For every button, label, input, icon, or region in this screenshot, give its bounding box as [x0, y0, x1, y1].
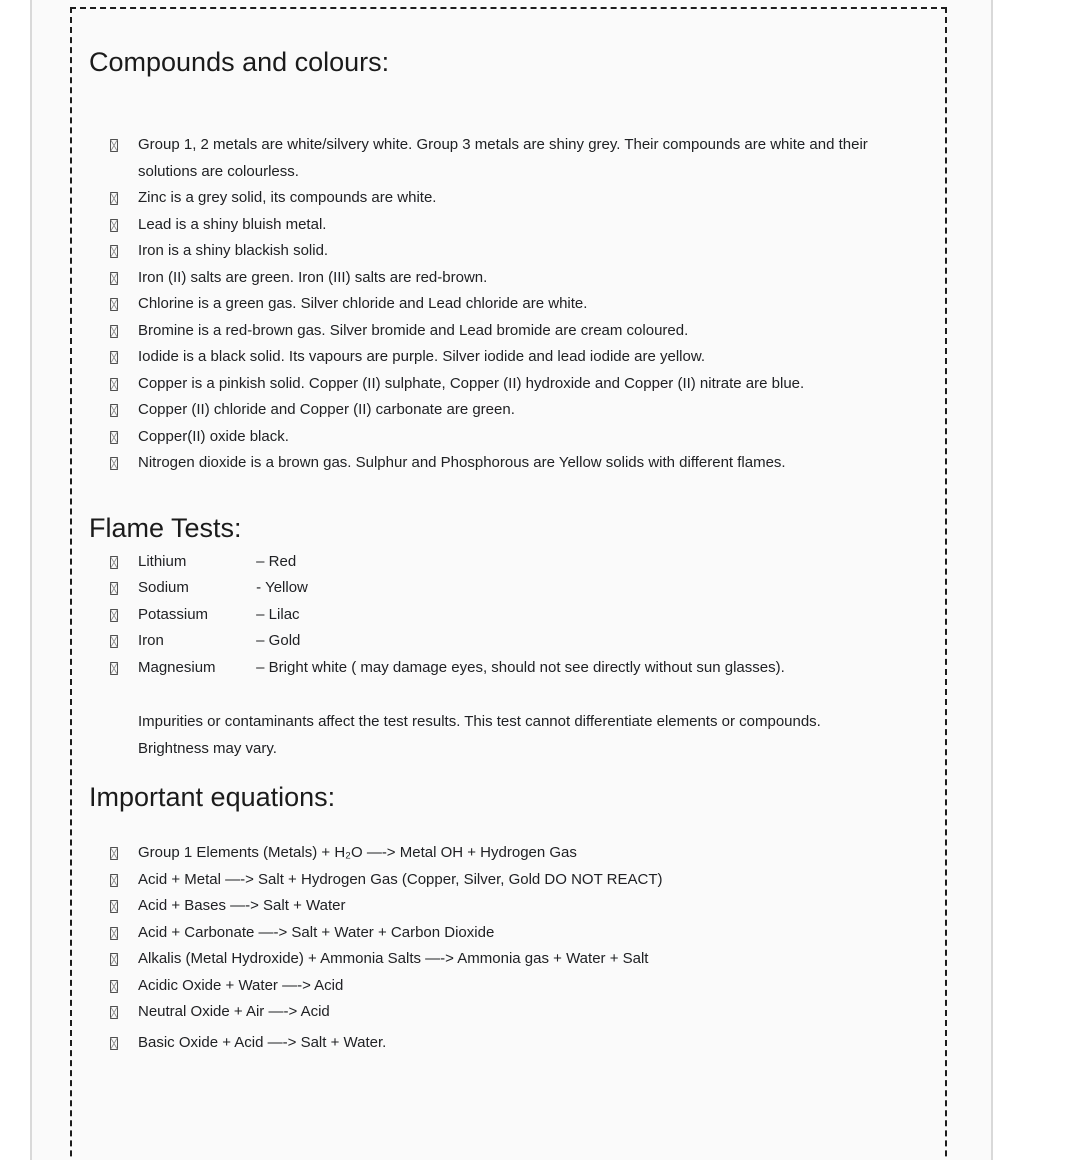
list-item	[89, 397, 909, 424]
list-item	[89, 265, 909, 292]
flame-colour-result: - Yellow	[256, 579, 308, 596]
bullet-text: Lead is a shiny bluish metal.	[138, 215, 327, 233]
document-page[interactable]	[30, 0, 993, 1160]
equation-text: Group 1 Elements (Metals) + H₂O —-> Metal OH + Hydrogen Gas	[138, 844, 577, 861]
missing-glyph-bullet-icon	[110, 662, 118, 675]
bullet-text: Zinc is a grey solid, its compounds are white.	[138, 189, 437, 206]
bullet-text: Iron (II) salts are green. Iron (III) salts are red-brown.	[138, 268, 488, 286]
equations-bullet-list	[89, 840, 909, 1056]
missing-glyph-bullet-icon	[110, 192, 118, 205]
flame-test-row	[89, 549, 909, 576]
missing-glyph-bullet-icon	[110, 378, 118, 391]
flame-test-list	[89, 549, 909, 682]
missing-glyph-bullet-icon	[110, 582, 118, 595]
missing-glyph-bullet-icon	[110, 609, 118, 622]
flame-element-name: Sodium	[138, 579, 189, 596]
flame-tests-heading: Flame Tests:	[89, 512, 242, 543]
bullet-text: Chlorine is a green gas. Silver chloride and Lead chloride are white.	[138, 295, 588, 312]
missing-glyph-bullet-icon	[110, 556, 118, 569]
equation-text: Acid + Carbonate —-> Salt + Water + Carbon Dioxide	[138, 923, 495, 941]
flame-element-name: Lithium	[138, 552, 187, 570]
equation-text: Acid + Bases —-> Salt + Water	[138, 897, 346, 914]
bullet-text: Copper(II) oxide black.	[138, 427, 289, 445]
missing-glyph-bullet-icon	[110, 139, 118, 152]
list-item	[89, 450, 909, 477]
bullet-text: Bromine is a red-brown gas. Silver bromide and Lead bromide are cream coloured.	[138, 321, 689, 339]
bullet-text: Copper is a pinkish solid. Copper (II) sulphate, Copper (II) hydroxide and Copper (II) nitrate are blue.	[138, 374, 805, 392]
missing-glyph-bullet-icon	[110, 927, 118, 940]
bullet-text: Iron is a shiny blackish solid.	[138, 242, 329, 259]
missing-glyph-bullet-icon	[110, 847, 118, 860]
section-flame-tests	[89, 511, 909, 763]
bullet-text: Group 1, 2 metals are white/silvery white. Group 3 metals are shiny grey. Their compounds are white and their solutions are colourless.	[138, 136, 868, 180]
flame-test-row	[89, 655, 909, 682]
missing-glyph-bullet-icon	[110, 900, 118, 913]
missing-glyph-bullet-icon	[110, 351, 118, 364]
equation-text: Acid + Metal —-> Salt + Hydrogen Gas (Copper, Silver, Gold DO NOT REACT)	[138, 870, 663, 888]
flame-element-name: Magnesium	[138, 658, 216, 676]
section-compounds	[89, 45, 909, 477]
equations-heading: Important equations:	[89, 782, 336, 812]
flame-colour-result: – Gold	[256, 632, 301, 649]
missing-glyph-bullet-icon	[110, 1037, 118, 1050]
list-item	[89, 867, 909, 894]
flame-test-row	[89, 628, 909, 655]
missing-glyph-bullet-icon	[110, 272, 118, 285]
section-equations	[89, 780, 909, 1056]
missing-glyph-bullet-icon	[110, 431, 118, 444]
equation-text: Acidic Oxide + Water —-> Acid	[138, 976, 344, 994]
flame-colour-result: – Bright white ( may damage eyes, should not see directly without sun glasses).	[256, 658, 785, 676]
list-item	[89, 424, 909, 451]
flame-test-row	[89, 575, 909, 602]
bullet-text: Iodide is a black solid. Its vapours are purple. Silver iodide and lead iodide are yellow.	[138, 348, 705, 365]
flame-test-row	[89, 602, 909, 629]
bullet-text: Copper (II) chloride and Copper (II) carbonate are green.	[138, 401, 515, 418]
missing-glyph-bullet-icon	[110, 1006, 118, 1019]
list-item	[89, 185, 909, 212]
list-item	[89, 344, 909, 371]
dashed-border-box	[70, 7, 947, 1160]
missing-glyph-bullet-icon	[110, 219, 118, 232]
document-content	[72, 9, 945, 1056]
list-item	[89, 132, 909, 185]
equation-text: Alkalis (Metal Hydroxide) + Ammonia Salts —-> Ammonia gas + Water + Salt	[138, 950, 649, 967]
list-item	[89, 893, 909, 920]
missing-glyph-bullet-icon	[110, 245, 118, 258]
missing-glyph-bullet-icon	[110, 404, 118, 417]
flame-element-name: Potassium	[138, 605, 209, 623]
missing-glyph-bullet-icon	[110, 298, 118, 311]
list-item	[89, 920, 909, 947]
equation-text: Basic Oxide + Acid —-> Salt + Water.	[138, 1033, 387, 1051]
flame-element-name: Iron	[138, 632, 164, 649]
missing-glyph-bullet-icon	[110, 874, 118, 887]
list-item	[89, 371, 909, 398]
missing-glyph-bullet-icon	[110, 325, 118, 338]
missing-glyph-bullet-icon	[110, 635, 118, 648]
flame-colour-result: – Lilac	[256, 605, 300, 623]
compounds-heading: Compounds and colours:	[89, 47, 390, 77]
list-item	[89, 973, 909, 1000]
list-item	[89, 291, 909, 318]
missing-glyph-bullet-icon	[110, 980, 118, 993]
list-item	[89, 238, 909, 265]
list-item	[89, 999, 909, 1026]
compounds-bullet-list	[89, 132, 909, 477]
list-item	[89, 212, 909, 239]
flame-tests-note: Impurities or contaminants affect the test results. This test cannot differentiate elements or compounds. Brightness may vary.	[138, 713, 821, 757]
equation-text: Neutral Oxide + Air —-> Acid	[138, 1003, 330, 1020]
list-item	[89, 1030, 909, 1057]
missing-glyph-bullet-icon	[110, 953, 118, 966]
bullet-text: Nitrogen dioxide is a brown gas. Sulphur and Phosphorous are Yellow solids with different flames.	[138, 454, 786, 471]
flame-colour-result: – Red	[256, 552, 297, 570]
missing-glyph-bullet-icon	[110, 457, 118, 470]
list-item	[89, 318, 909, 345]
list-item	[89, 946, 909, 973]
list-item	[89, 840, 909, 867]
